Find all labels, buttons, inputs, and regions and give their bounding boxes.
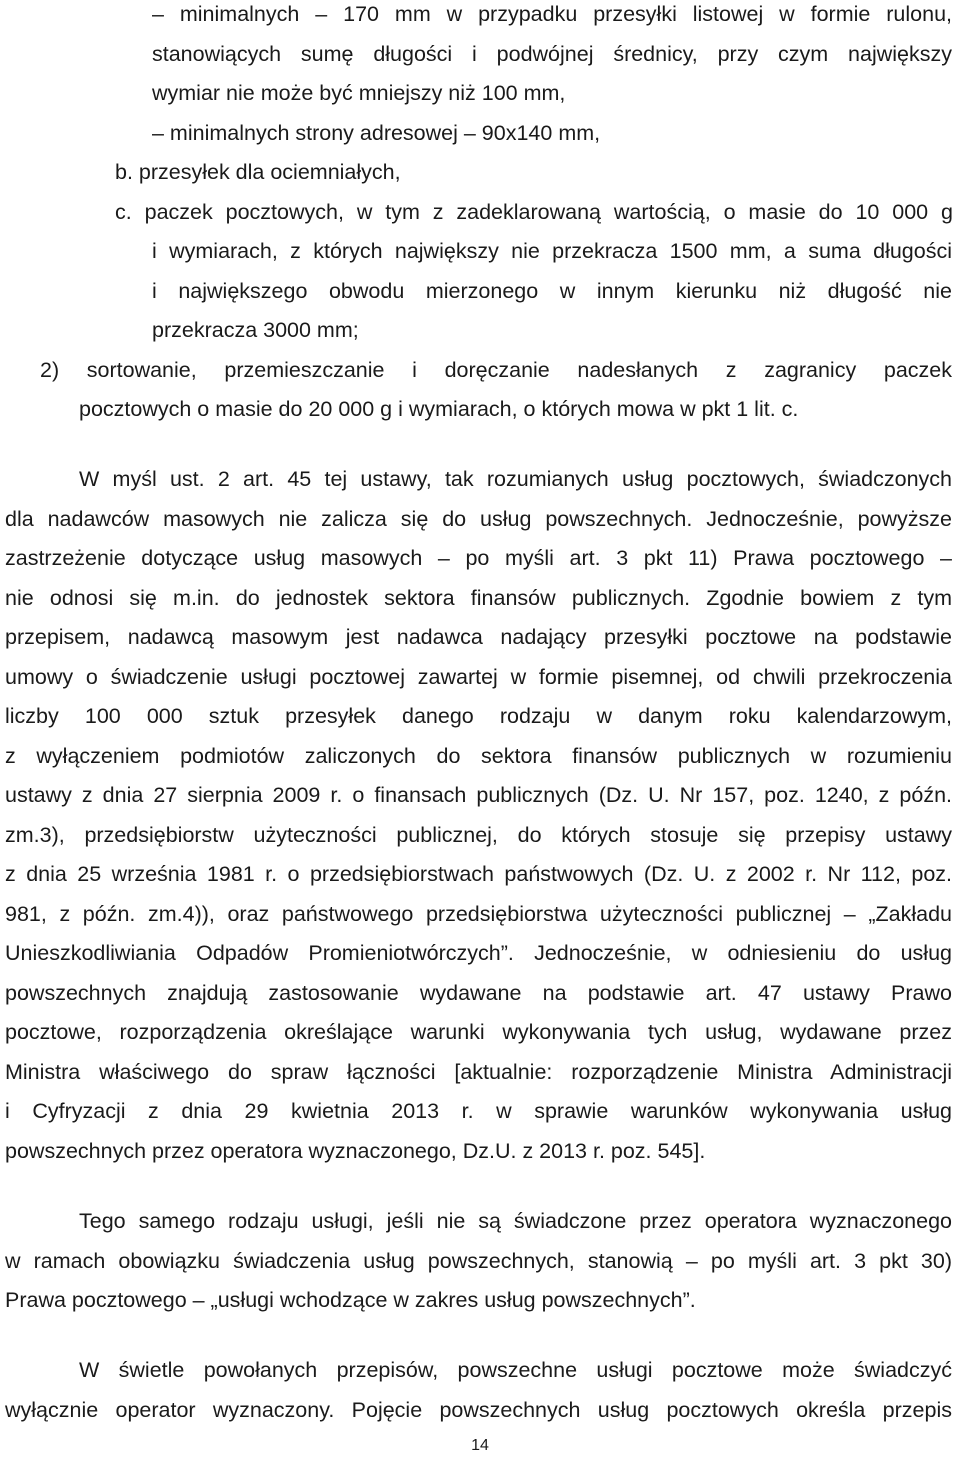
paragraph-line: powszechnych znajdują zastosowanie wydawane na podstawie art. 47 ustawy Prawo [5, 981, 952, 1005]
paragraph-line: w ramach obowiązku świadczenia usług powszechnych, stanowią – po myśli art. 3 pkt 30) [5, 1249, 952, 1273]
paragraph-line: i Cyfryzacji z dnia 29 kwietnia 2013 r. w sprawie warunków wykonywania usług [5, 1099, 952, 1123]
list-item-c: c. paczek pocztowych, w tym z zadeklarowaną wartością, o masie do 10 000 g [115, 200, 953, 224]
paragraph-line: umowy o świadczenie usługi pocztowej zawartej w formie pisemnej, od chwili przekroczenia [5, 665, 952, 689]
paragraph-line: ustawy z dnia 27 sierpnia 2009 r. o finansach publicznych (Dz. U. Nr 157, poz. 1240, z późn. [5, 783, 952, 807]
paragraph-line: 981, z późn. zm.4)), oraz państwowego przedsiębiorstwa użyteczności publicznej – „Zakładu [5, 902, 952, 926]
list-line: i największego obwodu mierzonego w innym kierunku niż długość nie [152, 279, 952, 303]
list-line: przekracza 3000 mm; [152, 318, 359, 342]
list-line: – minimalnych strony adresowej – 90x140 mm, [152, 121, 601, 145]
list-item-b: b. przesyłek dla ociemniałych, [115, 160, 401, 184]
page-number: 14 [471, 1437, 489, 1454]
paragraph-line: liczby 100 000 sztuk przesyłek danego rodzaju w danym roku kalendarzowym, [5, 704, 952, 728]
list-line: stanowiących sumę długości i podwójnej średnicy, przy czym największy [152, 42, 952, 66]
paragraph-line: Prawa pocztowego – „usługi wchodzące w zakres usług powszechnych”. [5, 1288, 696, 1312]
paragraph-line: W myśl ust. 2 art. 45 tej ustawy, tak rozumianych usług pocztowych, świadczonych [79, 467, 952, 491]
list-line: i wymiarach, z których największy nie przekracza 1500 mm, a suma długości [152, 239, 952, 263]
paragraph-line: przepisem, nadawcą masowym jest nadawca nadający przesyłki pocztowe na podstawie [5, 625, 952, 649]
paragraph-line: Ministra właściwego do spraw łączności [aktualnie: rozporządzenie Ministra Administracji [5, 1060, 952, 1084]
paragraph-line: powszechnych przez operatora wyznaczonego, Dz.U. z 2013 r. poz. 545]. [5, 1139, 706, 1163]
paragraph-line: Unieszkodliwiania Odpadów Promieniotwórczych”. Jednocześnie, w odniesieniu do usług [5, 941, 952, 965]
paragraph-line: W świetle powołanych przepisów, powszechne usługi pocztowe może świadczyć [79, 1358, 952, 1382]
paragraph-line: dla nadawców masowych nie zalicza się do usług powszechnych. Jednocześnie, powyższe [5, 507, 952, 531]
paragraph-line: zm.3), przedsiębiorstw użyteczności publicznej, do których stosuje się przepisy ustawy [5, 823, 952, 847]
paragraph-line: z wyłączeniem podmiotów zaliczonych do sektora finansów publicznych w rozumieniu [5, 744, 952, 768]
paragraph-line: zastrzeżenie dotyczące usług masowych – po myśli art. 3 pkt 11) Prawa pocztowego – [5, 546, 952, 570]
paragraph-line: Tego samego rodzaju usługi, jeśli nie są świadczone przez operatora wyznaczonego [79, 1209, 952, 1233]
list-line: pocztowych o masie do 20 000 g i wymiarach, o których mowa w pkt 1 lit. c. [79, 397, 799, 421]
list-line: wymiar nie może być mniejszy niż 100 mm, [152, 81, 566, 105]
paragraph-line: pocztowe, rozporządzenia określające warunki wykonywania tych usług, wydawane przez [5, 1020, 952, 1044]
list-item-2: 2) sortowanie, przemieszczanie i doręczanie nadesłanych z zagranicy paczek [40, 358, 952, 382]
list-line: – minimalnych – 170 mm w przypadku przesyłki listowej w formie rulonu, [152, 2, 952, 26]
paragraph-line: wyłącznie operator wyznaczony. Pojęcie powszechnych usług pocztowych określa przepis [5, 1398, 952, 1422]
paragraph-line: z dnia 25 września 1981 r. o przedsiębiorstwach państwowych (Dz. U. z 2002 r. Nr 112, poz. [5, 862, 952, 886]
paragraph-line: nie odnosi się m.in. do jednostek sektora finansów publicznych. Zgodnie bowiem z tym [5, 586, 952, 610]
